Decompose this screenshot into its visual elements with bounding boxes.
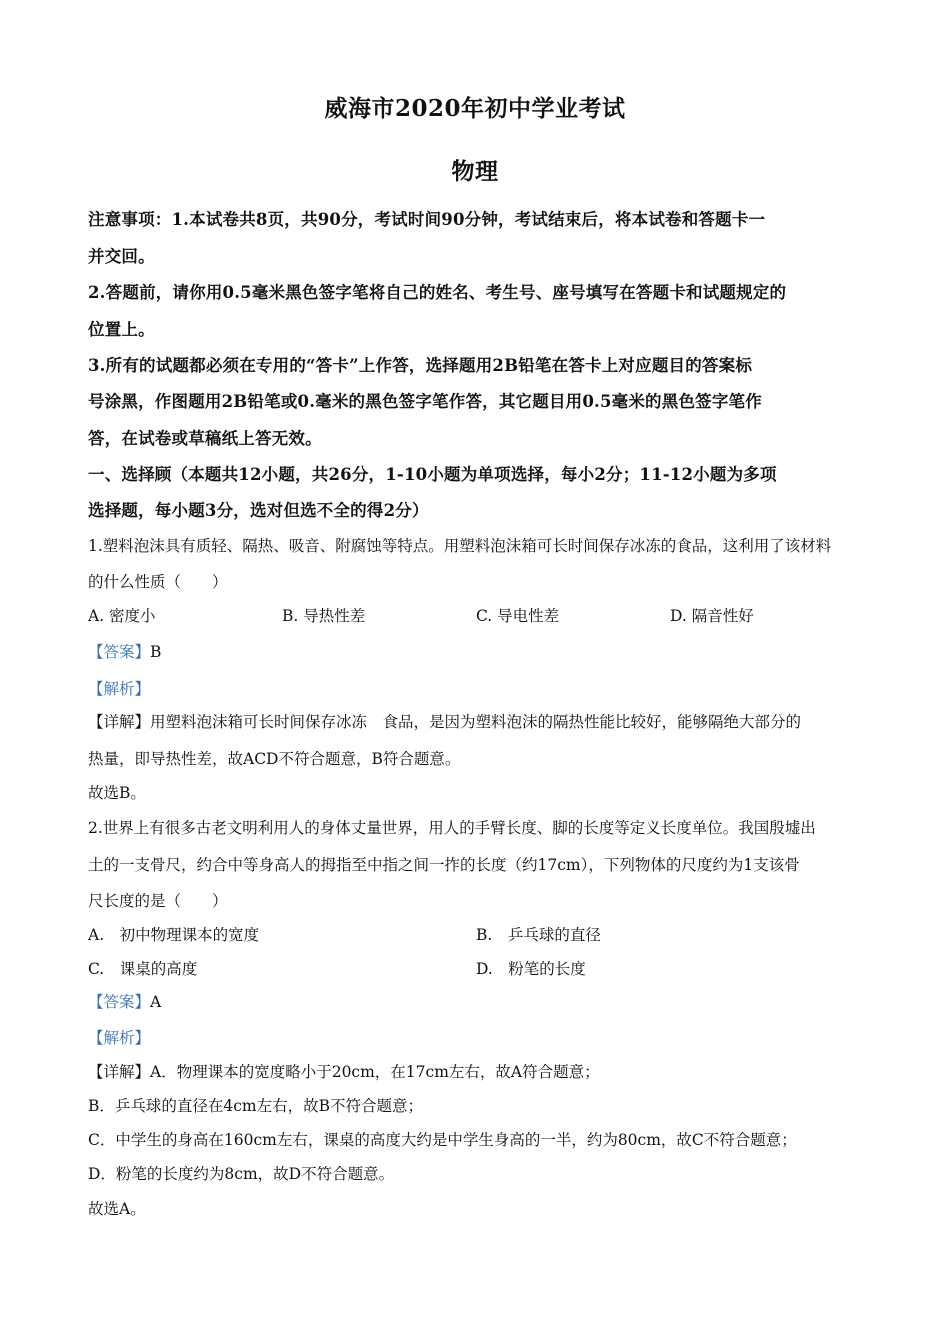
question-2-stem: 2.世界上有很多古老文明利用人的身体丈量世界，用人的手臂长度、脚的长度等定义长度单位。我国殷墟出 bbox=[88, 819, 816, 837]
question-2-stem: 尺长度的是（ ） bbox=[88, 892, 228, 910]
notice-line: 并交回。 bbox=[88, 247, 155, 266]
section-heading: 一、选择顾（本题共12小题，共26分，1-10小题为单项选择，每小2分；11-12小题为多项 bbox=[88, 465, 777, 484]
notice-line: 注意事项：1.本试卷共8页，共90分，考试时间90分钟，考试结束后，将本试卷和答题卡一 bbox=[88, 210, 766, 229]
q1-option-a: A. 密度小 bbox=[88, 607, 156, 625]
answer-tag: 【答案】 bbox=[88, 643, 151, 661]
detail-tag: 【详解】 bbox=[88, 713, 151, 731]
notice-line: 位置上。 bbox=[88, 320, 155, 339]
question-1-stem: 的什么性质（ ） bbox=[88, 573, 228, 591]
detail-tag: 【详解】 bbox=[88, 1063, 151, 1081]
subject-title: 物理 bbox=[451, 158, 499, 185]
q2-option-d: D. 粉笔的长度 bbox=[476, 960, 586, 978]
q2-detail-cont: C．中学生的身高在160cm左右，课桌的高度大约是中学生身高的一半，约为80cm，故C不符合题意； bbox=[88, 1131, 797, 1149]
q2-detail-cont: D．粉笔的长度约为8cm，故D不符合题意。 bbox=[88, 1165, 395, 1183]
detail-text: 用塑料泡沫箱可长时间保存冰冻 食品，是因为塑料泡沫的隔热性能比较好，能够隔绝大部分的 bbox=[150, 713, 802, 731]
detail-text: A．物理课本的宽度略小于20cm，在17cm左右，故A符合题意； bbox=[150, 1063, 600, 1081]
notice-line: 答，在试卷或草稿纸上答无效。 bbox=[88, 429, 322, 448]
answer-value: B bbox=[150, 643, 162, 661]
q2-answer bbox=[88, 990, 868, 1012]
q1-option-b: B. 导热性差 bbox=[282, 607, 366, 625]
q2-detail-cont: B．乒乓球的直径在4cm左右，故B不符合题意； bbox=[88, 1097, 424, 1115]
q1-analysis-tag: 【解析】 bbox=[88, 680, 151, 698]
answer-value: A bbox=[150, 993, 162, 1011]
q1-option-c: C. 导电性差 bbox=[476, 607, 560, 625]
q1-conclusion: 故选B。 bbox=[88, 784, 146, 802]
answer-tag: 【答案】 bbox=[88, 993, 151, 1011]
q2-option-c: C. 课桌的高度 bbox=[88, 960, 198, 978]
notice-line: 2.答题前，请你用0.5毫米黑色签字笔将自己的姓名、考生号、座号填写在答题卡和试题规定的 bbox=[88, 283, 787, 302]
q1-option-d: D. 隔音性好 bbox=[670, 607, 754, 625]
q2-detail bbox=[88, 1060, 868, 1082]
q1-answer bbox=[88, 640, 868, 662]
q1-detail bbox=[88, 710, 868, 732]
q2-analysis-tag: 【解析】 bbox=[88, 1029, 151, 1047]
question-1-stem: 1.塑料泡沫具有质轻、隔热、吸音、附腐蚀等特点。用塑料泡沫箱可长时间保存冰冻的食品，这利用了该材料 bbox=[88, 537, 832, 555]
page-title: 威海市2020年初中学业考试 bbox=[324, 95, 626, 122]
section-heading: 选择题，每小题3分，选对但选不全的得2分） bbox=[88, 501, 429, 520]
notice-line: 3.所有的试题都必须在专用的“答卡”上作答，选择题用2B铅笔在答卡上对应题目的答案标 bbox=[88, 356, 753, 375]
q2-conclusion: 故选A。 bbox=[88, 1200, 146, 1218]
question-2-stem: 土的一支骨尺，约合中等身高人的拇指至中指之间一拃的长度（约17cm），下列物体的尺度约为1支该骨 bbox=[88, 856, 800, 874]
q2-option-a: A. 初中物理课本的宽度 bbox=[88, 926, 260, 944]
q2-option-b: B. 乒乓球的直径 bbox=[476, 926, 601, 944]
q1-detail-cont: 热量，即导热性差，故ACD不符合题意，B符合题意。 bbox=[88, 750, 461, 768]
notice-line: 号涂黑，作图题用2B铅笔或0.毫米的黑色签字笔作答，其它题目用0.5毫米的黑色签字笔作 bbox=[88, 392, 762, 411]
